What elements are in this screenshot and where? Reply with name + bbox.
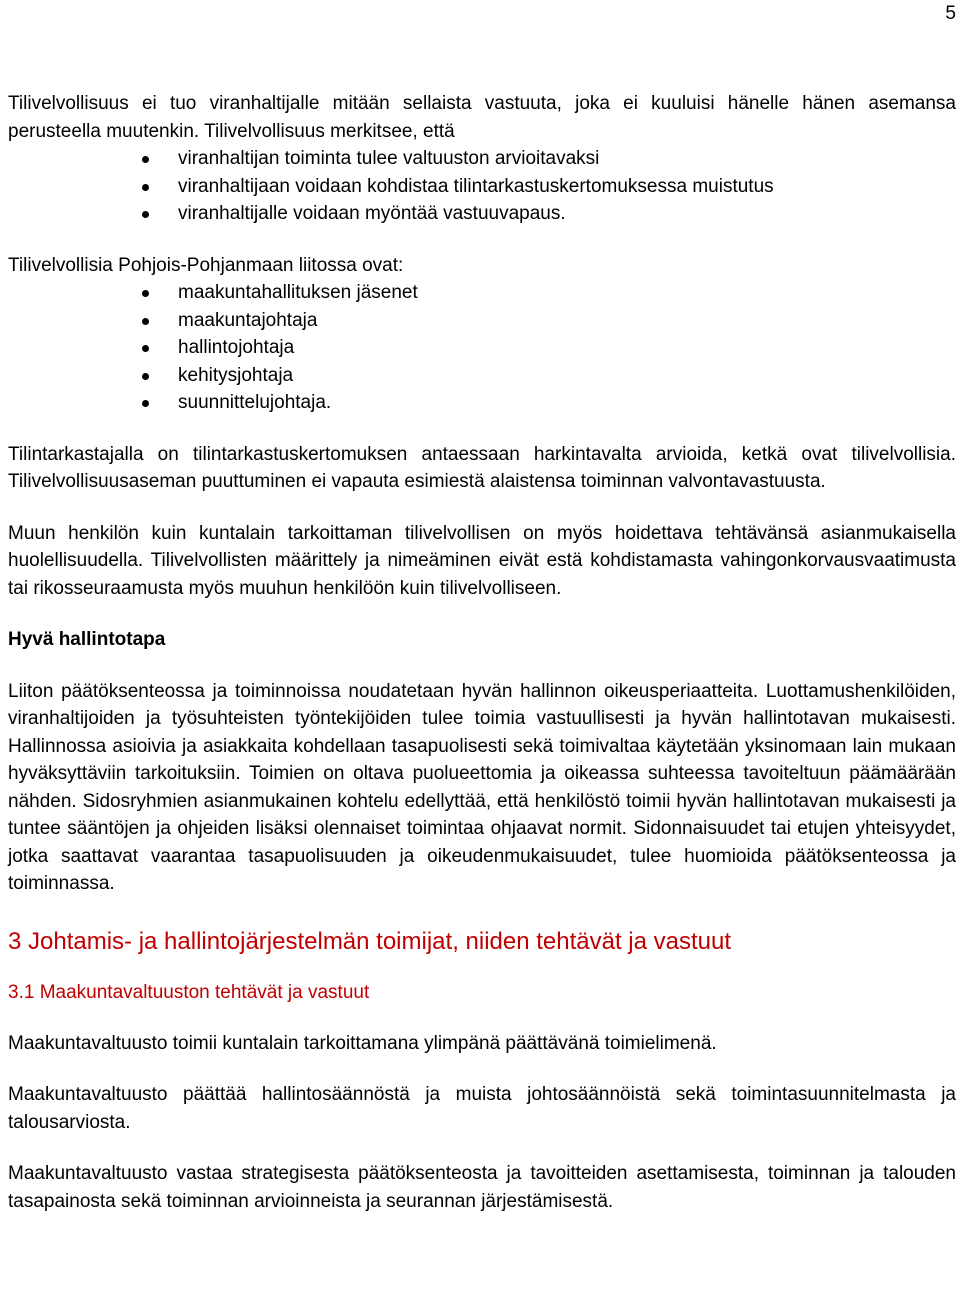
list-item-text: suunnittelujohtaja.: [178, 392, 332, 413]
list-item-text: maakuntajohtaja: [178, 309, 318, 331]
list-item: [8, 200, 956, 228]
paragraph-tilivelvollisuus: Tilivelvollisuus ei tuo viranhaltijalle mitään sellaista vastuuta, joka ei kuuluisi hänelle hänen asemansa perusteella muutenkin. Tilivelvollisuus merkitsee, että: [8, 93, 956, 142]
bullet-icon: [142, 318, 149, 325]
paragraph-valtuusto-paattaa: Maakuntavaltuusto päättää hallintosäännöstä ja muista johtosäännöistä sekä toimintasuunnitelmasta ja talousarviosta.: [8, 1084, 956, 1133]
list-item: [8, 145, 956, 173]
paragraph-tilivelvolliset: Tilivelvollisia Pohjois-Pohjanmaan liitossa ovat:: [8, 254, 404, 276]
paragraph-muun-henkilon: Muun henkilön kuin kuntalain tarkoittaman tilivelvollisen on myös hoidettava tehtävänsä asianmukaisella huolellisuudella. Tilivelvollisten määrittely ja nimeäminen eivät estä kohdistamasta vahingonkorvausvaatimusta tai rikosseuraamusta myös muuhun henkilöön kuin tilivelvolliseen.: [8, 522, 956, 599]
list-item: [8, 279, 956, 307]
document-body: [8, 90, 956, 1215]
bullet-list-tilivelvollisuus: [8, 145, 956, 228]
bullet-icon: [142, 373, 149, 380]
paragraph-valtuusto-ylin: Maakuntavaltuusto toimii kuntalain tarkoittamana ylimpänä päättävänä toimielimenä.: [8, 1032, 717, 1054]
list-item-text: kehitysjohtaja: [178, 364, 294, 386]
paragraph-tilintarkastaja: Tilintarkastajalla on tilintarkastuskertomuksen antaessaan harkintavalta arvioida, ketkä ovat tilivelvollisia. Tilivelvollisuusaseman puuttuminen ei vapauta esimiestä alaistensa toiminnan valvontavastuusta.: [8, 443, 956, 492]
bullet-list-tilivelvolliset: [8, 279, 956, 417]
bullet-icon: [142, 184, 149, 191]
list-item: [8, 362, 956, 390]
list-item: [8, 307, 956, 335]
bullet-icon: [142, 290, 149, 297]
list-item-text: viranhaltijaan voidaan kohdistaa tilintarkastuskertomuksessa muistutus: [178, 175, 774, 197]
bullet-icon: [142, 156, 149, 163]
bullet-icon: [142, 211, 149, 218]
list-item-text: maakuntahallituksen jäsenet: [178, 282, 418, 303]
list-item-text: viranhaltijalle voidaan myöntää vastuuvapaus.: [178, 203, 566, 224]
paragraph-hyva-hallintotapa: Liiton päätöksenteossa ja toiminnoissa noudatetaan hyvän hallinnon oikeusperiaatteita. Luottamushenkilöiden, viranhaltijoiden ja työsuhteisten työntekijöiden tulee toimia vastuullisesti ja hyvän hallintotavan mukaisesti. Hallinnossa asioivia ja asiakkaita kohdellaan tasapuolisesti sekä toimivaltaa käytetään yksinomaan lain mukaan hyväksyttäviin tarkoituksiin. Toimien on oltava puolueettomia ja oikeassa suhteessa tavoiteltuun päämäärään nähden. Sidosryhmien asianmukainen kohtelu edellyttää, että henkilöstö toimii hyvän hallintotavan mukaisesti ja tuntee sääntöjen ja ohjeiden lisäksi olennaiset toimintaa ohjaavat normit. Sidonnaisuudet tai etujen yhteisyydet, jotka saattavat vaarantaa tasapuolisuuden ja oikeudenmukaisuudet, tulee huomioida päätöksenteossa ja toiminnassa.: [8, 680, 956, 894]
bullet-icon: [142, 400, 149, 407]
list-item-text: viranhaltijan toiminta tulee valtuuston arvioitavaksi: [178, 148, 600, 169]
list-item-text: hallintojohtaja: [178, 337, 295, 358]
paragraph-valtuusto-vastaa: Maakuntavaltuusto vastaa strategisesta päätöksenteosta ja tavoitteiden asettamisesta, toiminnan ja talouden tasapainosta sekä toiminnan arvioinneista ja seurannan järjestämisestä.: [8, 1163, 956, 1212]
list-item: [8, 173, 956, 201]
bullet-icon: [142, 345, 149, 352]
heading-hyva-hallintotapa: Hyvä hallintotapa: [8, 629, 166, 650]
list-item: [8, 389, 956, 417]
section-heading-3: 3 Johtamis- ja hallintojärjestelmän toimijat, niiden tehtävät ja vastuut: [8, 927, 732, 955]
subsection-heading-3-1: 3.1 Maakuntavaltuuston tehtävät ja vastuut: [8, 981, 370, 1003]
page-number: 5: [945, 3, 956, 24]
list-item: [8, 334, 956, 362]
